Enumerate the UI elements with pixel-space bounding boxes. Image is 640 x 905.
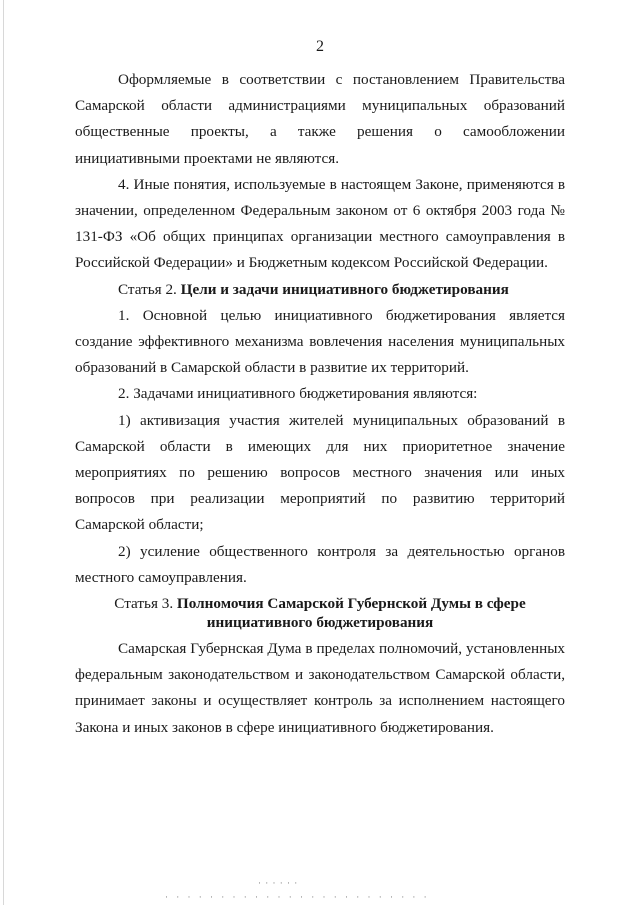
- document-body: [75, 67, 565, 741]
- article-2-heading: [75, 277, 565, 303]
- article-3-paragraph-1: Самарская Губернская Дума в пределах полномочий, установленных федеральным законодательством и законодательством Самарской области, принимает законы и осуществляет контроль за исполнением настоящего Закона и иных законов в сфере инициативного бюджетирования.: [75, 640, 565, 736]
- article-3-title-line-1: Полномочия Самарской Губернской Думы в сфере: [176, 595, 526, 613]
- scan-edge: [3, 0, 4, 905]
- article-3-prefix: Статья 3.: [114, 595, 174, 613]
- article-3-heading-line-1: [75, 594, 565, 613]
- paragraph-definitions: 4. Иные понятия, используемые в настоящем Законе, применяются в значении, определенном Федеральным законом от 6 октября 2003 года № 131-ФЗ «Об общих принципах организации местного самоуправления в Российской Федерации» и Бюджетным кодексом Российской Федерации.: [75, 175, 565, 272]
- article-2-prefix: Статья 2.: [118, 280, 177, 298]
- page-number: 2: [316, 38, 324, 55]
- article-3-title-line-2: инициативного бюджетирования: [206, 614, 434, 632]
- article-2-paragraph-4: 2) усиление общественного контроля за деятельностью органов местного самоуправления.: [75, 542, 565, 586]
- article-2-title: Цели и задачи инициативного бюджетирования: [180, 280, 509, 298]
- scan-artifact-dots: · · · · · · · · · · · · · · · · · · · · · · · ·: [165, 892, 430, 902]
- article-3-heading: [75, 591, 565, 636]
- article-2-paragraph-3: 1) активизация участия жителей муниципальных образований в Самарской области в имеющих для них приоритетное значение мероприятиях по решению вопросов местного значения или иных вопросов при реализации мероприятий по развитию территорий Самарской области;: [75, 411, 565, 534]
- scan-artifact: · · · · · ·: [258, 878, 299, 888]
- article-2-paragraph-1: 1. Основной целью инициативного бюджетирования является создание эффективного механизма вовлечения населения муниципальных образований в Самарской области в развитие их территорий.: [75, 306, 565, 377]
- paragraph-intro: Оформляемые в соответствии с постановлением Правительства Самарской области администрациями муниципальных образований общественные проекты, а также решения о самообложении инициативными проектами не являются.: [75, 71, 565, 167]
- article-2-paragraph-2: 2. Задачами инициативного бюджетирования являются:: [118, 385, 478, 403]
